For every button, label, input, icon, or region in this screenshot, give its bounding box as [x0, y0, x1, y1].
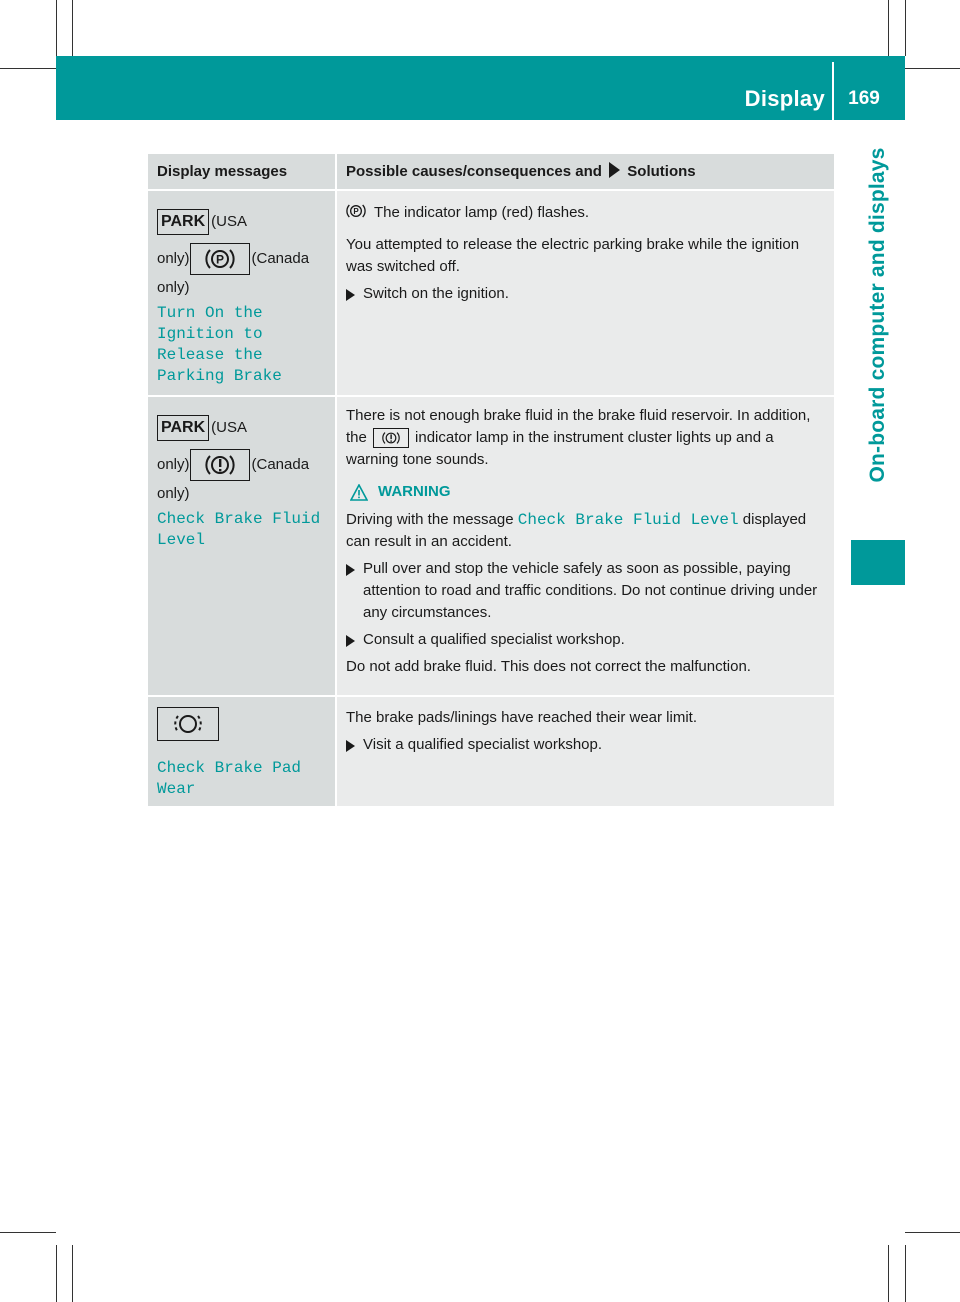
solution-cell: There is not enough brake fluid in the brake fluid reservoir. In addition, the indicator lamp in the instrument cluster lights up and a warning tone sounds. WARNING Driving with the message Check Brake Fluid Level displayed can result in an accident. Pull over and stop the vehicle safely as soon as possible, paying attention to road and traffic conditions. Do not continue driving under any circumstances. Consult a qualified specialist workshop. Do not add brake fluid. This does not correct the malfunction.	[336, 396, 834, 696]
display-message-reference: Check Brake Fluid Level	[517, 511, 739, 529]
step-arrow-icon	[346, 564, 355, 576]
crop-mark	[56, 0, 57, 56]
column-header-messages: Display messages	[148, 154, 336, 190]
warning-heading: WARNING	[350, 481, 828, 503]
section-title: Display messages	[716, 86, 825, 137]
crop-mark	[888, 0, 889, 56]
crop-mark	[0, 1232, 56, 1233]
crop-mark	[56, 1245, 57, 1302]
display-message-text: Check Brake Fluid Level	[157, 510, 321, 549]
step-arrow-icon	[346, 740, 355, 752]
crop-mark	[72, 1245, 73, 1302]
instruction-step: Consult a qualified specialist workshop.	[346, 629, 828, 651]
crop-mark	[888, 1245, 889, 1302]
solution-cell: P The indicator lamp (red) flashes. You attempted to release the electric parking brake while the ignition was switched off. Switch on the ignition.	[336, 190, 834, 396]
column-header-solutions: Possible causes/consequences and Solutions	[336, 154, 834, 190]
parking-brake-icon	[190, 243, 250, 275]
instruction-step: Pull over and stop the vehicle safely as soon as possible, paying attention to road and traffic conditions. Do not continue driving under any circumstances.	[346, 558, 828, 624]
parking-brake-lamp-icon	[346, 201, 366, 228]
crop-mark	[905, 1245, 906, 1302]
instruction-step: Switch on the ignition.	[346, 283, 828, 305]
crop-mark	[0, 68, 56, 69]
message-cell: PARK (USA only) P (Canada only) Turn On the Ignition to Release the Parking Brake	[148, 190, 336, 396]
table-row	[148, 396, 834, 696]
warning-triangle-icon	[350, 484, 368, 501]
table-row	[148, 190, 834, 396]
park-icon: PARK	[157, 415, 209, 441]
instruction-step: Visit a qualified specialist workshop.	[346, 734, 828, 756]
header-divider	[832, 62, 834, 120]
svg-text:P: P	[215, 252, 224, 267]
park-icon: PARK	[157, 209, 209, 235]
message-cell	[148, 696, 336, 806]
message-cell: PARK (USA only) (Canada only) Check Brake Fluid Level	[148, 396, 336, 696]
chapter-tab-label: On-board computer and displays	[866, 147, 889, 483]
step-arrow-icon	[346, 635, 355, 647]
display-message-text: Check Brake Pad Wear	[157, 759, 302, 798]
crop-mark	[905, 0, 906, 56]
page-number: 169	[848, 88, 880, 109]
svg-text:P: P	[353, 207, 359, 216]
crop-mark	[905, 1232, 960, 1233]
chapter-tab-marker	[851, 540, 905, 585]
crop-mark	[905, 68, 960, 69]
step-arrow-icon	[346, 289, 355, 301]
brake-warning-lamp-icon	[373, 428, 409, 448]
solution-cell: The brake pads/linings have reached their wear limit. Visit a qualified specialist workshop.	[336, 696, 834, 806]
crop-mark	[72, 0, 73, 56]
brake-pad-wear-icon	[157, 707, 219, 741]
brake-warning-icon	[190, 449, 250, 481]
table-header-row	[148, 154, 834, 190]
step-arrow-icon	[609, 162, 620, 178]
display-message-text: Turn On the Ignition to Release the Parking Brake	[157, 304, 282, 385]
display-messages-table	[148, 154, 834, 806]
table-row	[148, 696, 834, 806]
